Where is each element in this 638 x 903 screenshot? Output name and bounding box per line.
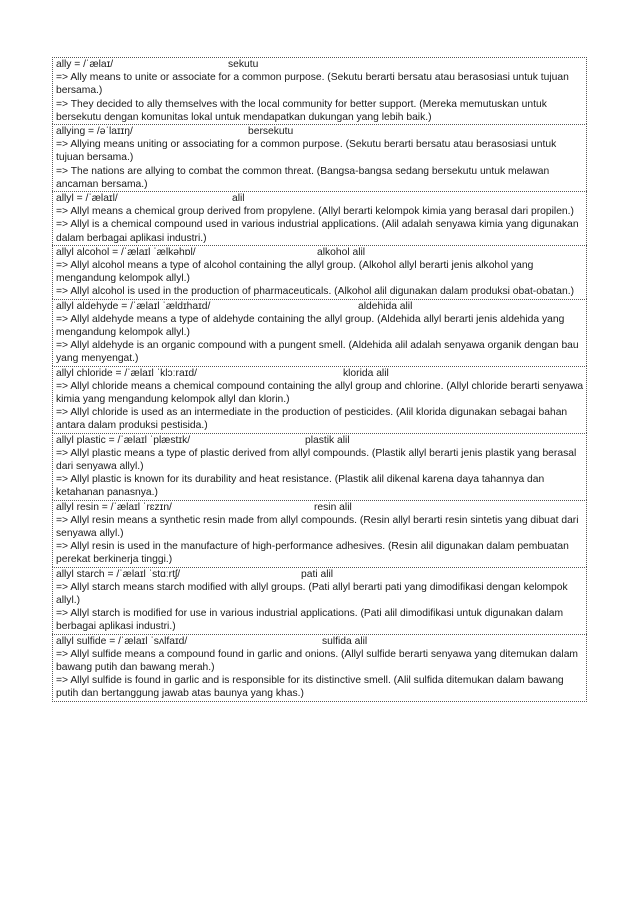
entry-term: allyl chloride = /ˈælaɪl ˈklɔːraɪd/: [56, 367, 197, 379]
entry-headline: [56, 125, 586, 138]
entry-term: allyl resin = /ˈælaɪl ˈrɛzɪn/: [56, 501, 172, 513]
entry-example: => Allyl starch means starch modified with allyl groups. (Pati allyl berarti pati yang dimodifikasi dengan kelompok allyl.): [56, 581, 568, 606]
entry-term: allyl sulfide = /ˈælaɪl ˈsʌlfaɪd/: [56, 635, 188, 647]
entry-translation: aldehida alil: [358, 300, 413, 312]
entry-headline: [56, 367, 586, 380]
entry-translation: sulfida alil: [322, 635, 368, 647]
entry-term: allyl alcohol = /ˈælaɪl ˈælkəhɒl/: [56, 246, 196, 258]
entry-example: => Allyl resin means a synthetic resin made from allyl compounds. (Resin allyl berarti resin sintetis yang dibuat dari senyawa allyl.): [56, 514, 579, 539]
entry-example: => Allyl alcohol means a type of alcohol containing the allyl group. (Alkohol allyl berarti jenis alkohol yang mengandung kelompok allyl.): [56, 259, 534, 285]
entry-example: => Allyl sulfide means a compound found in garlic and onions. (Allyl sulfide berarti senyawa yang ditemukan dalam bawang putih dan bawang merah.): [56, 648, 579, 673]
glossary-entry: [52, 567, 587, 634]
entry-translation: alkohol alil: [317, 246, 366, 258]
entry-example: => Allyl resin is used in the manufacture of high-performance adhesives. (Resin alil digunakan dalam pembuatan perekat berkinerja tinggi.): [56, 541, 569, 566]
entry-example: => Allyl sulfide is found in garlic and is responsible for its distinctive smell. (Alil sulfida ditemukan dalam bawang putih dan bertanggung jawab atas baunya yang khas.): [56, 675, 564, 700]
entry-term: allyl plastic = /ˈælaɪl ˈplæstɪk/: [56, 434, 191, 446]
entry-term: allyl = /ˈælaɪl/: [56, 193, 118, 204]
entry-term: allying = /əˈlaɪɪŋ/: [56, 126, 133, 137]
glossary-entry: [52, 57, 587, 124]
glossary-entry: [52, 124, 587, 191]
entry-term: allyl aldehyde = /ˈælaɪl ˈældɪhaɪd/: [56, 300, 211, 312]
glossary-entry: [52, 500, 587, 567]
entry-example: => Allyl aldehyde is an organic compound with a pungent smell. (Aldehida alil adalah senyawa organik dengan bau yang menyengat.): [56, 340, 579, 365]
entry-example: => Allyl is a chemical compound used in various industrial applications. (Alil adalah senyawa kimia yang digunakan dalam berbagai aplikasi industri.): [56, 219, 579, 244]
entry-example: => Allyl aldehyde means a type of aldehyde containing the allyl group. (Aldehida allyl berarti jenis aldehida yang mengandung kelompok allyl.): [56, 313, 565, 338]
glossary-entry: [52, 299, 587, 366]
entry-translation: plastik alil: [305, 434, 350, 446]
entry-headline: [56, 635, 586, 648]
entry-example: => Allyl chloride means a chemical compound containing the allyl group and chlorine. (Allyl chloride berarti senyawa kimia yang mengandung kelompok allyl dan klorin.): [56, 380, 584, 405]
entry-example: => They decided to ally themselves with the local community for better support. (Mereka memutuskan untuk bersekutu dengan komunitas lokal untuk mendapatkan dukungan yang lebih baik.): [56, 98, 547, 123]
entry-translation: sekutu: [228, 59, 259, 70]
glossary-entry: [52, 433, 587, 500]
glossary-page: [52, 57, 587, 702]
entry-translation: pati alil: [301, 568, 334, 580]
entry-translation: bersekutu: [248, 126, 294, 137]
entry-example: => Allying means uniting or associating for a common purpose. (Sekutu berarti bersatu atau berasosiasi untuk tujuan bersama.): [56, 139, 557, 164]
entry-headline: [56, 501, 586, 514]
entry-example: => Allyl alcohol is used in the production of pharmaceuticals. (Alkohol alil digunakan dalam produksi obat-obatan.): [56, 286, 575, 298]
entry-term: ally = /ˈælaɪ/: [56, 59, 114, 70]
glossary-entry: [52, 634, 587, 702]
entry-example: => Allyl plastic means a type of plastic derived from allyl compounds. (Plastik allyl berarti jenis plastik yang berasal dari senyawa allyl.): [56, 447, 577, 472]
entry-example: => Allyl means a chemical group derived from propylene. (Allyl berarti kelompok kimia yang berasal dari propilen.): [56, 206, 574, 218]
entry-term: allyl starch = /ˈælaɪl ˈstɑːrtʃ/: [56, 568, 181, 580]
entry-headline: [56, 434, 586, 447]
entry-translation: resin alil: [314, 501, 352, 513]
entry-headline: [56, 568, 586, 581]
entry-example: => Allyl starch is modified for use in various industrial applications. (Pati alil dimodifikasi untuk digunakan dalam berbagai aplikasi industri.): [56, 608, 564, 633]
glossary-entry: [52, 366, 587, 433]
entry-example: => The nations are allying to combat the common threat. (Bangsa-bangsa sedang bersekutu untuk melawan ancaman bersama.): [56, 165, 550, 190]
entry-translation: klorida alil: [343, 367, 389, 379]
glossary-entry: [52, 245, 587, 299]
entry-example: => Ally means to unite or associate for a common purpose. (Sekutu berarti bersatu atau berasosiasi untuk tujuan bersama.): [56, 72, 569, 97]
entry-headline: [56, 192, 586, 205]
entry-headline: [56, 246, 586, 259]
entry-example: => Allyl plastic is known for its durability and heat resistance. (Plastik alil dikenal karena daya tahannya dan ketahanan panasnya.): [56, 474, 545, 499]
entry-headline: [56, 300, 586, 313]
glossary-entry: [52, 191, 587, 245]
entry-headline: [56, 58, 586, 71]
entry-example: => Allyl chloride is used as an intermediate in the production of pesticides. (Alil klorida digunakan sebagai bahan antara dalam produksi pestisida.): [56, 407, 568, 432]
entry-translation: alil: [232, 193, 245, 204]
